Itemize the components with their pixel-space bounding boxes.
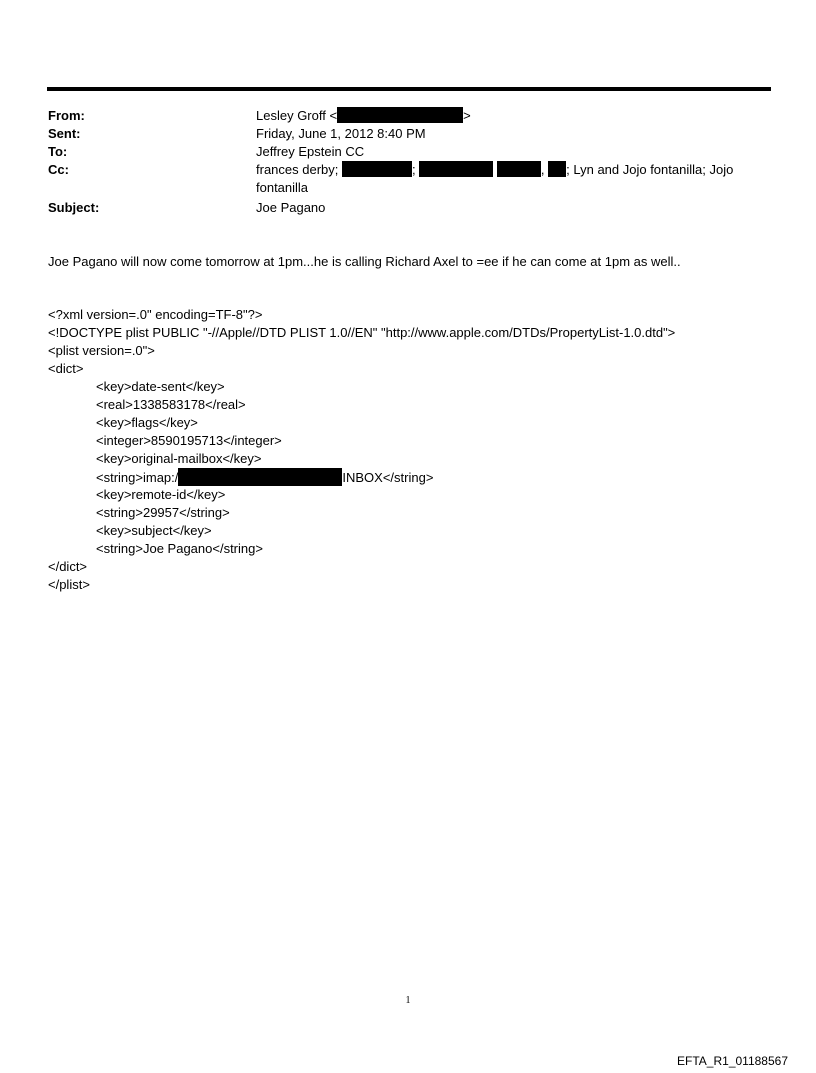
xml-line: <key>date-sent</key> xyxy=(96,379,225,394)
to-label: To: xyxy=(48,144,68,159)
xml-line: </plist> xyxy=(48,577,90,592)
email-body: Joe Pagano will now come tomorrow at 1pm...he is calling Richard Axel to =ee if he can come at 1pm as well.. xyxy=(48,254,681,269)
redaction-box xyxy=(337,107,463,123)
cc-value-line2: fontanilla xyxy=(256,180,309,195)
sent-value: Friday, June 1, 2012 8:40 PM xyxy=(256,126,426,141)
subject-value: Joe Pagano xyxy=(256,200,326,215)
from-label: From: xyxy=(48,108,85,123)
to-value: Jeffrey Epstein CC xyxy=(256,144,365,159)
xml-line: <key>subject</key> xyxy=(96,523,212,538)
xml-line: <integer>8590195713</integer> xyxy=(96,433,282,448)
xml-line: <string>29957</string> xyxy=(96,505,230,520)
xml-line: <plist version=.0"> xyxy=(48,343,155,358)
xml-line: <real>1338583178</real> xyxy=(96,397,246,412)
redaction-box xyxy=(178,468,342,486)
xml-line: <key>flags</key> xyxy=(96,415,198,430)
cc-label: Cc: xyxy=(48,162,69,177)
cc-value-start: frances derby; xyxy=(256,162,339,177)
xml-line: <key>original-mailbox</key> xyxy=(96,451,262,466)
from-name: Lesley Groff < xyxy=(256,108,338,123)
xml-line: <dict> xyxy=(48,361,84,376)
cc-value xyxy=(256,161,733,179)
xml-line-end: INBOX</string> xyxy=(342,470,434,485)
subject-label: Subject: xyxy=(48,200,100,215)
xml-line: <string>Joe Pagano</string> xyxy=(96,541,263,556)
xml-line: </dict> xyxy=(48,559,88,574)
xml-line: <key>remote-id</key> xyxy=(96,487,226,502)
xml-line xyxy=(96,468,433,487)
page-number: 1 xyxy=(405,995,411,1006)
xml-line: <!DOCTYPE plist PUBLIC "-//Apple//DTD PLIST 1.0//EN" "http://www.apple.com/DTDs/PropertyList-1.0.dtd"> xyxy=(48,325,676,340)
header-divider xyxy=(47,87,771,91)
redaction-box xyxy=(497,161,541,177)
cc-separator: ; xyxy=(412,162,416,177)
redaction-box xyxy=(548,161,566,177)
cc-value-end: ; Lyn and Jojo fontanilla; Jojo xyxy=(566,162,734,177)
from-value xyxy=(256,107,471,125)
from-close: > xyxy=(463,108,471,123)
xml-line: <?xml version=.0" encoding=TF-8"?> xyxy=(48,307,263,322)
redaction-box xyxy=(342,161,412,177)
bates-number: EFTA_R1_01188567 xyxy=(677,1054,788,1068)
redaction-box xyxy=(419,161,493,177)
cc-separator: , xyxy=(540,162,545,177)
sent-label: Sent: xyxy=(48,126,81,141)
xml-line-start: <string>imap:/ xyxy=(96,470,179,485)
